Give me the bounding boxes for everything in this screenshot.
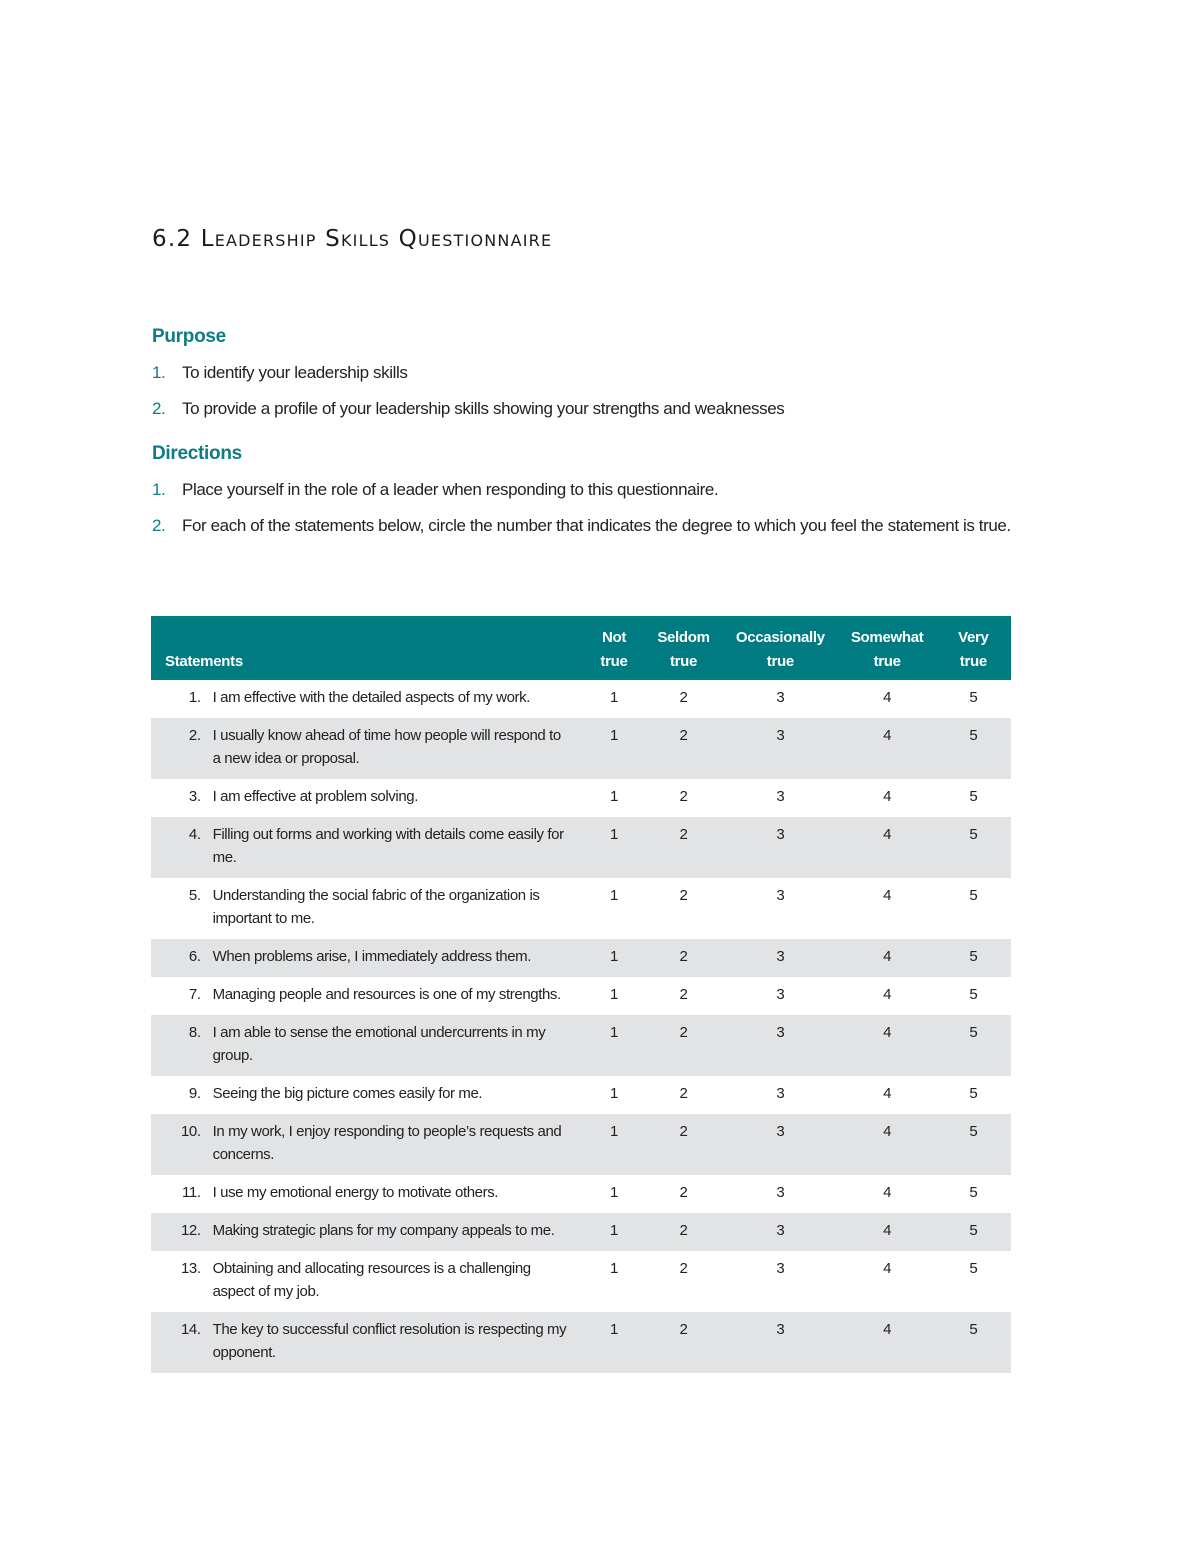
list-item bbox=[152, 397, 1020, 421]
list-item-number: 2. bbox=[152, 399, 166, 418]
table-row bbox=[151, 1175, 1011, 1213]
rating-option-2[interactable]: 2 bbox=[679, 788, 688, 805]
statement-number: 10. bbox=[151, 1114, 201, 1175]
directions-heading: Directions bbox=[152, 443, 242, 464]
rating-option-4[interactable]: 4 bbox=[883, 1085, 892, 1102]
header-label-line1: Somewhat bbox=[850, 629, 924, 646]
table-row bbox=[151, 817, 1011, 878]
header-occasionally-true bbox=[722, 616, 839, 680]
rating-option-5[interactable]: 5 bbox=[936, 939, 1011, 977]
rating-option-2[interactable]: 2 bbox=[645, 718, 722, 779]
statement-number: 5. bbox=[188, 887, 201, 904]
rating-option-4[interactable]: 4 bbox=[839, 939, 936, 977]
header-not-true bbox=[583, 616, 645, 680]
statement-text: I am able to sense the emotional undercurrents in my group. bbox=[201, 1015, 583, 1076]
table-row bbox=[151, 1015, 1011, 1076]
rating-option-2[interactable]: 2 bbox=[645, 817, 722, 878]
rating-option-4[interactable]: 4 bbox=[839, 1312, 936, 1373]
rating-option-3[interactable]: 3 bbox=[776, 986, 785, 1003]
rating-option-3[interactable]: 3 bbox=[722, 939, 839, 977]
statement-text: When problems arise, I immediately address them. bbox=[201, 939, 583, 977]
rating-option-2[interactable]: 2 bbox=[679, 1260, 688, 1277]
rating-option-5[interactable]: 5 bbox=[936, 817, 1011, 878]
list-item-text: For each of the statements below, circle the number that indicates the degree to which you feel the statement is true. bbox=[182, 516, 1011, 535]
rating-option-3[interactable]: 3 bbox=[776, 689, 785, 706]
purpose-heading: Purpose bbox=[152, 326, 226, 347]
list-item-text: To identify your leadership skills bbox=[182, 363, 408, 382]
rating-option-3[interactable]: 3 bbox=[722, 817, 839, 878]
rating-option-5[interactable]: 5 bbox=[969, 788, 978, 805]
rating-option-3[interactable]: 3 bbox=[776, 1260, 785, 1277]
statement-number: 12. bbox=[151, 1213, 201, 1251]
rating-option-1[interactable]: 1 bbox=[610, 788, 618, 805]
header-label-line2: true bbox=[959, 653, 987, 670]
list-item bbox=[152, 478, 1020, 502]
rating-option-4[interactable]: 4 bbox=[839, 1213, 936, 1251]
rating-option-2[interactable]: 2 bbox=[679, 1184, 688, 1201]
rating-option-2[interactable]: 2 bbox=[679, 689, 688, 706]
header-label-line1: Occasionally bbox=[735, 629, 825, 646]
table-row bbox=[151, 1251, 1011, 1312]
rating-option-5[interactable]: 5 bbox=[969, 1085, 978, 1102]
statement-text: Understanding the social fabric of the organization is important to me. bbox=[212, 887, 540, 927]
rating-option-2[interactable]: 2 bbox=[679, 887, 688, 904]
statement-number: 1. bbox=[188, 689, 201, 706]
rating-option-1[interactable]: 1 bbox=[610, 1260, 618, 1277]
table-header bbox=[151, 616, 1011, 680]
header-label-line2: true bbox=[600, 653, 628, 670]
rating-option-3[interactable]: 3 bbox=[776, 887, 785, 904]
rating-option-4[interactable]: 4 bbox=[883, 788, 892, 805]
rating-option-5[interactable]: 5 bbox=[936, 1312, 1011, 1373]
statement-text: In my work, I enjoy responding to people’s requests and concerns. bbox=[201, 1114, 583, 1175]
table-row bbox=[151, 878, 1011, 939]
rating-option-3[interactable]: 3 bbox=[722, 1213, 839, 1251]
statement-text: Obtaining and allocating resources is a challenging aspect of my job. bbox=[212, 1260, 531, 1300]
rating-option-5[interactable]: 5 bbox=[936, 718, 1011, 779]
rating-option-5[interactable]: 5 bbox=[936, 1213, 1011, 1251]
statement-number: 11. bbox=[182, 1184, 201, 1201]
list-item bbox=[152, 361, 1020, 385]
directions-list bbox=[152, 478, 1020, 550]
rating-option-4[interactable]: 4 bbox=[839, 718, 936, 779]
statement-number: 2. bbox=[151, 718, 201, 779]
header-somewhat-true bbox=[839, 616, 936, 680]
rating-option-3[interactable]: 3 bbox=[722, 718, 839, 779]
rating-option-2[interactable]: 2 bbox=[679, 1085, 688, 1102]
rating-option-1[interactable]: 1 bbox=[583, 718, 645, 779]
rating-option-1[interactable]: 1 bbox=[610, 1184, 618, 1201]
rating-option-1[interactable]: 1 bbox=[610, 986, 618, 1003]
rating-option-2[interactable]: 2 bbox=[645, 1312, 722, 1373]
rating-option-5[interactable]: 5 bbox=[936, 1015, 1011, 1076]
rating-option-4[interactable]: 4 bbox=[839, 817, 936, 878]
header-label-line1: Seldom bbox=[657, 629, 710, 646]
header-seldom-true bbox=[645, 616, 722, 680]
header-statements: Statements bbox=[151, 616, 583, 680]
table-header-row bbox=[151, 616, 1011, 680]
rating-option-1[interactable]: 1 bbox=[583, 1114, 645, 1175]
statement-text: Managing people and resources is one of my strengths. bbox=[212, 986, 561, 1003]
rating-option-2[interactable]: 2 bbox=[645, 1213, 722, 1251]
statement-number: 6. bbox=[151, 939, 201, 977]
rating-option-5[interactable]: 5 bbox=[969, 1184, 978, 1201]
rating-option-3[interactable]: 3 bbox=[776, 788, 785, 805]
table-row bbox=[151, 1213, 1011, 1251]
rating-option-1[interactable]: 1 bbox=[583, 1312, 645, 1373]
table-row bbox=[151, 1312, 1011, 1373]
questionnaire-table bbox=[151, 616, 1011, 1373]
rating-option-4[interactable]: 4 bbox=[839, 1114, 936, 1175]
statement-text: The key to successful conflict resolution is respecting my opponent. bbox=[201, 1312, 583, 1373]
table-row bbox=[151, 1076, 1011, 1114]
rating-option-2[interactable]: 2 bbox=[679, 986, 688, 1003]
rating-option-3[interactable]: 3 bbox=[722, 1312, 839, 1373]
rating-option-2[interactable]: 2 bbox=[645, 1015, 722, 1076]
rating-option-1[interactable]: 1 bbox=[583, 817, 645, 878]
rating-option-3[interactable]: 3 bbox=[776, 1184, 785, 1201]
list-item bbox=[152, 514, 1020, 538]
rating-option-1[interactable]: 1 bbox=[610, 887, 618, 904]
rating-option-5[interactable]: 5 bbox=[969, 1260, 978, 1277]
statement-number: 8. bbox=[151, 1015, 201, 1076]
header-label-line1: Very bbox=[958, 629, 989, 646]
statement-number: 13. bbox=[180, 1260, 201, 1277]
rating-option-5[interactable]: 5 bbox=[936, 1114, 1011, 1175]
header-label-line1: Not bbox=[601, 629, 627, 646]
rating-option-4[interactable]: 4 bbox=[883, 1260, 892, 1277]
rating-option-1[interactable]: 1 bbox=[583, 1213, 645, 1251]
table-row bbox=[151, 718, 1011, 779]
statement-text: I use my emotional energy to motivate others. bbox=[212, 1184, 499, 1201]
rating-option-4[interactable]: 4 bbox=[839, 1015, 936, 1076]
statement-number: 9. bbox=[188, 1085, 201, 1102]
list-item-text: To provide a profile of your leadership skills showing your strengths and weaknesses bbox=[182, 399, 785, 418]
rating-option-1[interactable]: 1 bbox=[583, 1015, 645, 1076]
list-item-text: Place yourself in the role of a leader when responding to this questionnaire. bbox=[182, 480, 719, 499]
statement-number: 3. bbox=[188, 788, 201, 805]
rating-option-4[interactable]: 4 bbox=[883, 689, 892, 706]
header-label-line2: true bbox=[766, 653, 794, 670]
list-item-number: 1. bbox=[152, 363, 166, 382]
rating-option-5[interactable]: 5 bbox=[969, 689, 978, 706]
table-body bbox=[151, 680, 1011, 1373]
purpose-list bbox=[152, 361, 1020, 433]
rating-option-5[interactable]: 5 bbox=[969, 986, 978, 1003]
table-row bbox=[151, 977, 1011, 1015]
rating-option-4[interactable]: 4 bbox=[883, 986, 892, 1003]
rating-option-5[interactable]: 5 bbox=[969, 887, 978, 904]
list-item-number: 2. bbox=[152, 516, 166, 535]
rating-option-1[interactable]: 1 bbox=[583, 939, 645, 977]
statement-number: 7. bbox=[188, 986, 201, 1003]
rating-option-3[interactable]: 3 bbox=[722, 1114, 839, 1175]
header-label-line2: true bbox=[669, 653, 698, 670]
statement-text: Seeing the big picture comes easily for me. bbox=[212, 1085, 483, 1102]
rating-option-2[interactable]: 2 bbox=[645, 1114, 722, 1175]
statement-text: I am effective with the detailed aspects of my work. bbox=[212, 689, 531, 706]
rating-option-1[interactable]: 1 bbox=[610, 1085, 618, 1102]
statement-number: 4. bbox=[151, 817, 201, 878]
statement-text: I usually know ahead of time how people will respond to a new idea or proposal. bbox=[201, 718, 583, 779]
table-row bbox=[151, 939, 1011, 977]
header-label-line2: true bbox=[873, 653, 901, 670]
statement-text: Making strategic plans for my company appeals to me. bbox=[201, 1213, 583, 1251]
rating-option-4[interactable]: 4 bbox=[883, 1184, 892, 1201]
table-row bbox=[151, 779, 1011, 817]
table-row bbox=[151, 680, 1011, 718]
header-very-true bbox=[936, 616, 1011, 680]
page-title: 6.2 Leadership Skills Questionnaire bbox=[152, 226, 553, 252]
statement-text: Filling out forms and working with details come easily for me. bbox=[201, 817, 583, 878]
rating-option-1[interactable]: 1 bbox=[610, 689, 618, 706]
list-item-number: 1. bbox=[152, 480, 166, 499]
rating-option-4[interactable]: 4 bbox=[883, 887, 892, 904]
table-row bbox=[151, 1114, 1011, 1175]
statement-text: I am effective at problem solving. bbox=[212, 788, 418, 805]
rating-option-3[interactable]: 3 bbox=[722, 1015, 839, 1076]
statement-number: 14. bbox=[151, 1312, 201, 1373]
rating-option-2[interactable]: 2 bbox=[645, 939, 722, 977]
rating-option-3[interactable]: 3 bbox=[776, 1085, 785, 1102]
